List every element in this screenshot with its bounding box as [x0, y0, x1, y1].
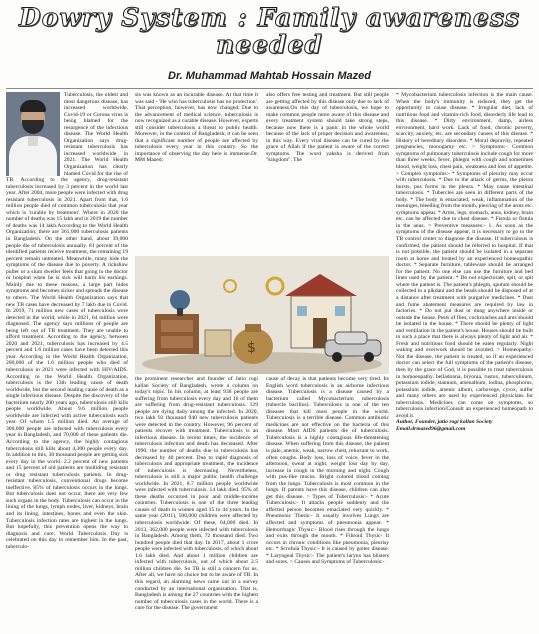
article-column-1 — [6, 92, 128, 626]
author-photo — [6, 92, 60, 176]
author-credit: Author, Founder, jatio rogi kallan Society — [396, 419, 493, 426]
divider — [6, 88, 533, 89]
svg-text:$: $ — [247, 340, 256, 356]
column-text: Tuberculosis, the oldest and most dangerous disease, has increased worldwide. Covid-19 or Corona virus is being blamed for the resurgence of the infectious disease. The World Health Organization says drug-resistant tuberculosis has increased worldwide in 2021. The World Health Organization has clearly blamed Covid for the rise of TB. According to the agency, drug-resistant tuberculosis increased by 3 percent in the world last year. After 2004, more people were infected with drug resistant tuberculosis in 2021. Apart from that, 1.6 million people died of common tuberculosis that year which is 'curable by treatment'. Where in 2020 the number of deaths was 15 lakh and in 2019 the number of deaths was 14 lakh.According to the World Health Organization, there are 361,000 tuberculosis patients in Bangladesh. On the other hand, about 39,000 people die of tuberculosis annually. 81 percent of the identified patients receive treatment, the remaining 19 percent remain untreated. Meanwhile, many hide the symptoms of the disease due to poverty. A rickshaw puller or a slum dweller feels that going to the doctor or hospital when he is sick will harm his earnings. Mainly due to these reasons, a large part hides symptoms and becomes sicker and spreads the disease to others. The World Health Organization says that new TB cases have decreased by 7 lakh due to Covid. In 2019, 71 million new cases of tuberculosis were detected in the world, while in 2021, 64 million were diagnosed. The agency says millions of people are being left out of TB treatment. They are unable to afford treatment. According to the agency, between 2020 and 2021, tuberculosis has increased by 4.5 percent and 1.6 million cases have been detected this year. According to the World Health Organization, 200,000 of the 1.6 million people who died of tuberculosis in 2021 were infected with HIV/AIDS. According to the World Health Organization, tuberculosis is the 13th leading cause of death worldwide, but the second leading cause of death as a single infectious disease. Despite the discovery of the bacterium nearly 200 years ago, tuberculosis still kills people worldwide. About 9.6 million people worldwide are infected with active tuberculosis each year. Of whom 1.5 million died. An average of 300,000 people are infected with tuberculosis every year in Bangladesh, and 70,000 of these patients die. According to the agency, the highly contagious tuberculosis still kills about 4,300 people every day. In addition to this, 30 thousand people are getting sick every day in the world. 2.2 percent of new patients and 15 percent of old patients are multidrug resistant or drug resistant tuberculosis patients. In drug-resistant tuberculosis, conventional drugs become ineffective. 85% of tuberculosis occurs in the lungs. But tuberculosis does not occur, there are very few such organs in the body. Tuberculosis can occur in the lining of the lungs, lymph nodes, liver, kidneys, brain and its lining, intestines, bones and even the skin. Tuberculosis infection rates are highest in the lungs. But hopefully, this prevention opens the way to diagnosis and cure. World Tuberculosis Day is celebrated on this day to remember him. In the past, tuberculo- — [6, 92, 128, 550]
headline: Dowry System : Family awareness needed — [19, 3, 520, 59]
column-text: also offers free testing and treatment. But still people are getting affected by this disease only due to lack of awareness.On this day of tuberculosis, we hope to make common people more aware of this disease and every treatment system should take strong steps, because now there is a panic in the whole world because of the lack of proper decision and awareness, in this way. Every viral disease can be cured by the grace of Allah if the patient is aware of the correct symptoms. The word yaksha is derived from "kingdom". The — [266, 92, 389, 164]
dowry-illustration — [135, 256, 389, 374]
column-text: the prominent researcher and founder of Jatio rogi kallan Society of Bangladesh, wrote a column on today's topic. In his column, at least 938 people are suffering from tuberculosis every day and 16 of them are suffering from drug-resistant tuberculosis. 129 people are dying daily among the infected. In 2020, two lakh 92 thousand 940 new tuberculosis patients were detected in the country. However, 96 percent of patients recover with treatment. Tuberculosis is an infectious disease. In recent times, the incidence of tuberculosis infection and death has decreased. After 1990, the number of deaths due to tuberculosis has decreased by 40 percent. Due to rapid diagnosis of tuberculosis and appropriate treatment, the incidence of tuberculosis is decreasing. Nevertheless, tuberculosis is still a major public health challenge worldwide. In 2021, 8.7 million people worldwide were infected with tuberculosis. 14 lakh died. 95% of these deaths occurred in poor and middle-income countries. Tuberculosis is one of the three leading causes of death in women aged 15 to 44 years. In the same year (2011), 500,000 children were affected by tuberculosis worldwide. Of these, 64,000 died. In 2013, 362,000 people were infected with tuberculosis in Bangladesh. Among them, 72 thousand died. Two hundred people died that day. In 2017, about 1 crore people were infected with tuberculosis, of which about 1.6 lakh died. And about 1 million children are infected with tuberculosis, out of which about 2.5 million children die. So TB is still a concern for us. After all, we have no choice but to be aware of TB. In this regard, an alarming news came out in a survey conducted by an international organization. That is, Bangladesh is among the 27 countries with the highest number of tuberculosis cases in the world. There is a cure for the disease. The government — [135, 376, 258, 612]
column-text: * Mycobacterium tuberculosis infection is the main cause. When the body's immunity is reduced, they get the opportunity to cause disease. * Irregular diet, lack of nutritious food and vitamin-rich food, disorderly life lead to this disease. * Dirty environment, damp, airless environment, hard work. Lack of food, chronic poverty, scarcity, anxiety, etc. are secondary causes of this disease. * History of hereditary disorders. * Moral depravity, repeated pregnancies, monogamy etc. > Symptoms:- Common symptoms of pulmonary tuberculosis include cough for more than three weeks, fever, phlegm with cough and sometimes blood, weight loss, chest pain, weakness and loss of appetite. > Complex symptoms:- * Symptoms of pleurisy may occur with tuberculosis. * Due to the attack of germs, the pleura bursts, pus forms in the pleura. * May cause intestinal tuberculosis. * Tubercles are seen in different parts of the body. * The body is emaciated, weak, inflammation of the meninges, bleeding from the mouth, piercing of the arms etc. symptoms appear. * Arms, legs, stomach, anus, kidney, brain etc. can be affected due to chest disease. * Fistula or fistula in the anus. > Preventive measures:- 1. As soon as the symptoms of the disease appear, it is necessary to go to the TB control center to diagnose the disease. If tuberculosis is confirmed, the patient should be referred to hospital. If that is not possible, the patient should be isolated in a separate room at home and treated by an experienced homeopathic doctor. * Separate furniture, tableware should be arranged for the patient. No one else can use the furniture and bed linen used by the patient. * Do not expectorate, spit, or spit where the patient is. The patient's phlegm, sputum should be collected in a pikdani and the beads should be disposed of at a distance after treatment with purgative medicines. * Dust and fume abatement measures are required by law in factories. * Do not put dust or dung anywhere inside or outside the house. Pests of flies, cockroaches and ants should be isolated in the house. * There should be plenty of light and ventilation in the patient's house. Houses should be built in such a place that there is always plenty of light and air. * Fresh and nutritious food should be eaten regularly. Night waking and overwork should be avoided. > Homeopathy: Not the disease, the patient is treated, so if an experienced doctor can select the full symptoms of the patient's disease, then by the grace of God, it is possible to treat tuberculosis in homoeopathy. belladonna, bryonia, rustox, tuberculinum, potassium iodide, stannum, arsenalbum, iodina, phosphorus, potassium iodide, arsenic album, carbovege, cyrox, sulfur and many others are used by experienced physicians for tuberculosis. Medicines can come on symptoms, so tuberculosis infection/Consult an experienced homeopath to avoid it. — [396, 92, 533, 419]
byline: Dr. Muhammad Mahtab Hossain Mazed — [168, 70, 371, 82]
author-email: Email.drmazed96@gmail.com — [396, 425, 466, 432]
column-text: sis was known as an incurable disease. At that time it was said - 'He who has tuberculosis has no protection'. That perception, however, has now changed. Due to the advancement of medical science, tuberculosis is now recognized as a curable disease. However, experts still consider tuberculosis a threat to public health. Moreover, in the context of Bangladesh, it can be seen that a significant number of people are affected by tuberculosis every year in this country. So the importance of observing the day here is immense.Dr. MM Mazed, — [135, 92, 258, 164]
article-column-4 — [396, 92, 533, 626]
column-text: cause of decay is that patients become very tired. Its English word tuberculosis is an airborne infectious disease. Tuberculosis is a disease caused by a bacterium called Mycobacterium tuberculosis (tubercle bacillus). Tuberculosis is one of the ten diseases that kill most people in the world. Tuberculosis is a terrible disease. Common antibiotic medicines are not effective on the bacteria of this disease. Most AIDS patients die of tuberculosis. Tuberculosis is a highly contagious life-threatening disease. When suffering from this disease, the patient is pale, anemic, weak, narrow chest, reluctant to work, often coughs. Body loss, loss of voice, fever in the afternoon, sweat at night, weight loss day by day, increase in cough in the morning and night. Cough with pus-like mucus. Bright colored blood coming from the lungs. Tuberculosis is most common in the lungs. If parents have this disease, children can also get this disease. > Types of Tuberculosis:- * Acute Tuberculosis:- It attacks people suddenly and the affected person becomes emaciated very quickly. * Pneumonic Thesis:- It usually involves Lungs are affected and symptoms of pneumonia appear. * Hemorrhagic Thysic:- Blood rises through the lungs and exits through the mouth. * Fibroid Thysic- It occurs in chronic conditions like pneumonia, pleurisy etc. * Scrofula Thysic:- It is caused by goiter disease. * Laryngeal Thysic:- The patient's larynx has blisters and sores. > Causes and Symptoms of Tuberculosis:- — [266, 376, 389, 566]
